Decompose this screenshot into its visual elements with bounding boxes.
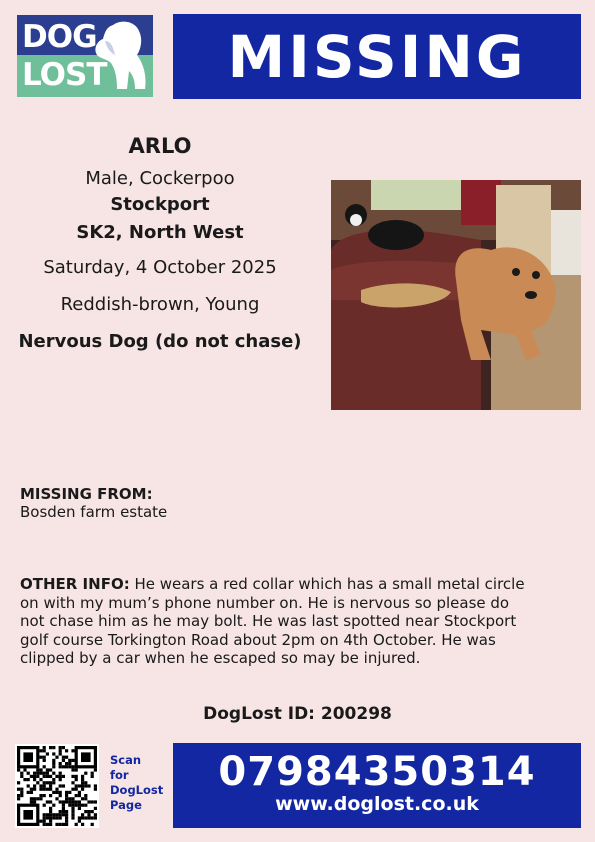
scan-line-3: DogLost (110, 783, 164, 797)
dog-sex-breed: Male, Cockerpoo (85, 168, 235, 189)
dog-photo (331, 180, 581, 410)
dog-town: Stockport (110, 194, 210, 215)
phone-number[interactable]: 07984350314 (218, 749, 536, 795)
dog-warning: Nervous Dog (do not chase) (18, 331, 302, 352)
scan-line-2: for (110, 768, 129, 782)
other-info (20, 575, 530, 668)
scan-line-4: Page (110, 798, 142, 812)
other-info-label: OTHER INFO: (20, 575, 130, 593)
missing-date: Saturday, 4 October 2025 (43, 257, 277, 278)
scan-line-1: Scan (110, 753, 142, 767)
dog-region: SK2, North West (76, 222, 244, 243)
doglost-id: DogLost ID: 200298 (203, 704, 392, 724)
missing-from (20, 485, 560, 521)
missing-from-label: MISSING FROM: (20, 485, 153, 503)
qr-code[interactable] (15, 744, 99, 828)
dog-info (0, 134, 320, 352)
contact-banner (173, 743, 581, 828)
logo-text-lost: LOST (22, 57, 107, 93)
dog-name: ARLO (128, 134, 192, 158)
logo-text-dog: DOG (22, 19, 97, 55)
doglost-logo (17, 15, 153, 97)
missing-banner: MISSING (173, 14, 581, 99)
dog-silhouette-icon (91, 19, 149, 95)
dog-colour-age: Reddish-brown, Young (60, 294, 260, 315)
other-info-text: He wears a red collar which has a small metal circle on with my mum’s phone number on. He is nervous so please do not chase him as he may bolt. He was last spotted near Stockport golf course Torkington Road about 2pm on 4th October. He was clipped by a car when he escaped so may be injured. (20, 575, 525, 667)
scan-instructions (110, 753, 163, 813)
missing-from-value: Bosden farm estate (20, 503, 168, 521)
website-link[interactable]: www.doglost.co.uk (275, 793, 479, 815)
